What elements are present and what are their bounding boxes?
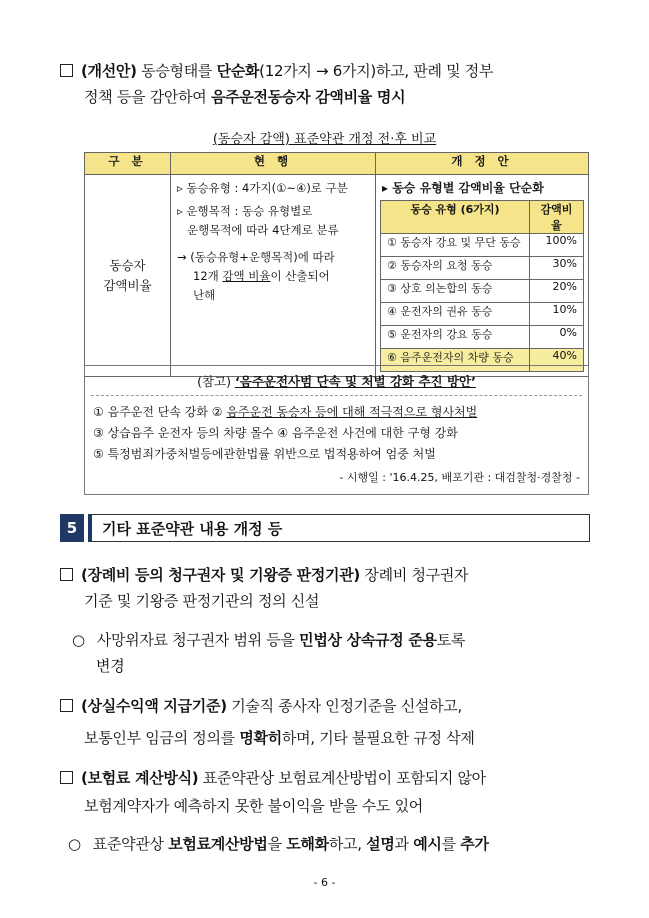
rate-row: [381, 280, 584, 303]
rate-type: ① 동승자 강요 및 무단 동승: [381, 234, 530, 257]
checkbox-bullet-icon: [60, 771, 73, 784]
text: 기준 및 기왕증 판정기관의 정의 신설: [84, 592, 320, 610]
reference-item: ⑤ 특정범죄가중처벌등에관한법률 위반으로 법적용하여 엄중 처벌: [93, 447, 436, 461]
rate-value: 10%: [530, 303, 584, 326]
current-item: → (동승유형+운행목적)에 따라: [177, 250, 335, 264]
section-title: 기타 표준약관 내용 개정 등: [88, 514, 590, 542]
text-bold: 설명: [366, 835, 395, 853]
rate-value: 100%: [530, 234, 584, 257]
text: 사망위자료 청구권자 범위 등을: [96, 631, 300, 649]
section-number: 5: [60, 514, 84, 542]
rate-value: 0%: [530, 326, 584, 349]
row-label-line: 동승자: [109, 257, 146, 273]
rate-type: ⑥ 음주운전자의 차량 동승: [381, 349, 530, 372]
current-item: ▹ 동승유형 : 4가지(①~④)로 구분: [177, 181, 348, 195]
rate-row: [381, 234, 584, 257]
text: 표준약관상 보험료계산방법이 포함되지 않아: [198, 769, 486, 787]
rate-table-header: [381, 201, 584, 234]
rate-table: [380, 200, 584, 372]
text-bold: 보험료계산방법: [168, 835, 268, 853]
paragraph-premium-sub: [68, 831, 600, 857]
rate-value: 20%: [530, 280, 584, 303]
text: 토록: [436, 631, 466, 649]
text-bold: 민법상 상속규정 준용: [299, 631, 437, 649]
checkbox-bullet-icon: [60, 568, 73, 581]
paragraph-funeral-sub: [72, 627, 600, 679]
current-item: 운행목적에 따라 4단계로 분류: [187, 223, 339, 237]
reference-title: [85, 372, 588, 390]
text: 표준약관상: [92, 835, 169, 853]
header-category: 구 분: [85, 153, 171, 175]
rate-row: [381, 303, 584, 326]
text-bold: 단순화: [216, 62, 260, 80]
reference-box: [84, 365, 589, 495]
text: 을: [267, 835, 287, 853]
text: 보험계약자가 예측하지 못한 불이익을 받을 수도 있어: [84, 797, 423, 815]
header-revised: 개 정 안: [376, 153, 589, 175]
current-item: 난해: [193, 288, 216, 302]
circle-bullet-icon: ○: [72, 631, 85, 649]
rate-row: [381, 326, 584, 349]
label-improvement: (개선안): [81, 62, 137, 80]
header-current: 현 행: [171, 153, 376, 175]
paragraph-lost-income: [60, 693, 600, 751]
revised-cell: [376, 175, 589, 377]
text: 동승형태를: [136, 62, 217, 80]
text-bold: 추가: [460, 835, 489, 853]
text: 를: [441, 835, 461, 853]
current-item: ▹ 운행목적 : 동승 유형별로: [177, 204, 313, 218]
paragraph-improvement: [60, 58, 600, 110]
section-heading: [60, 514, 590, 542]
text: 정책 등을 감안하여: [84, 88, 211, 106]
text-bold: (장례비 등의 청구권자 및 기왕증 판정기관): [81, 566, 360, 584]
text-bold: (상실수익액 지급기준): [81, 697, 227, 715]
text: ① 음주운전 단속 강화 ②: [93, 405, 227, 419]
rate-type: ⑤ 운전자의 강요 동승: [381, 326, 530, 349]
text: (12가지 → 6가지)하고, 판례 및 정부: [259, 62, 494, 80]
revised-title: ▸ 동승 유형별 감액비율 단순화: [382, 181, 544, 195]
rate-row: [381, 257, 584, 280]
text: 이 산출되어: [270, 269, 330, 283]
row-label: [85, 175, 171, 377]
text: 보통인부 임금의 정의를: [84, 729, 240, 747]
rate-header-rate: 감액비율: [530, 201, 584, 234]
text: 변경: [96, 657, 125, 675]
reference-item: ③ 상습음주 운전자 등의 차량 몰수 ④ 음주운전 사건에 대한 구형 강화: [93, 426, 458, 440]
text: 과: [394, 835, 414, 853]
comparison-table: [84, 152, 589, 377]
rate-type: ④ 운전자의 권유 동승: [381, 303, 530, 326]
text: 기술직 종사자 인정기준을 신설하고,: [226, 697, 462, 715]
paragraph-funeral: [60, 562, 600, 614]
text-underlined: 음주운전 동승자 등에 대해 적극적으로 형사처벌: [226, 405, 478, 419]
text-bold: 명확히: [239, 729, 282, 747]
checkbox-bullet-icon: [60, 699, 73, 712]
checkbox-bullet-icon: [60, 64, 73, 77]
text: 하며, 기타 불필요한 규정 삭제: [281, 729, 475, 747]
text-underlined: 감액 비율: [222, 269, 271, 283]
page-number: - 6 -: [313, 876, 336, 889]
rate-type: ② 동승자의 요청 동승: [381, 257, 530, 280]
reference-footer: - 시행일 : '16.4.25, 배포기관 : 대검찰청·경찰청 -: [339, 471, 580, 484]
text-bold: 음주운전동승자 감액비율 명시: [210, 88, 406, 106]
row-label-line: 감액비율: [103, 277, 152, 293]
text-bold: 도해화: [286, 835, 329, 853]
text-bold: 예시: [413, 835, 442, 853]
text-bold: ‘음주운전사범 단속 및 처벌 강화 추진 방안’: [235, 374, 476, 389]
text: 장례비 청구권자: [359, 566, 469, 584]
text: 하고,: [328, 835, 367, 853]
circle-bullet-icon: ○: [68, 835, 81, 853]
table-caption: (동승자 감액) 표준약관 개정 전·후 비교: [212, 132, 437, 147]
current-cell: [171, 175, 376, 377]
rate-type: ③ 상호 의논합의 동승: [381, 280, 530, 303]
rate-header-type: 동승 유형 (6가지): [381, 201, 530, 234]
rate-value: 40%: [530, 349, 584, 372]
rate-value: 30%: [530, 257, 584, 280]
text-bold: (보험료 계산방식): [81, 769, 199, 787]
paragraph-premium: [60, 765, 600, 819]
reference-list: [85, 396, 588, 465]
table-row: [85, 175, 589, 377]
table-header-row: [85, 153, 589, 175]
text: (참고): [197, 374, 235, 389]
text: 12개: [193, 269, 223, 283]
